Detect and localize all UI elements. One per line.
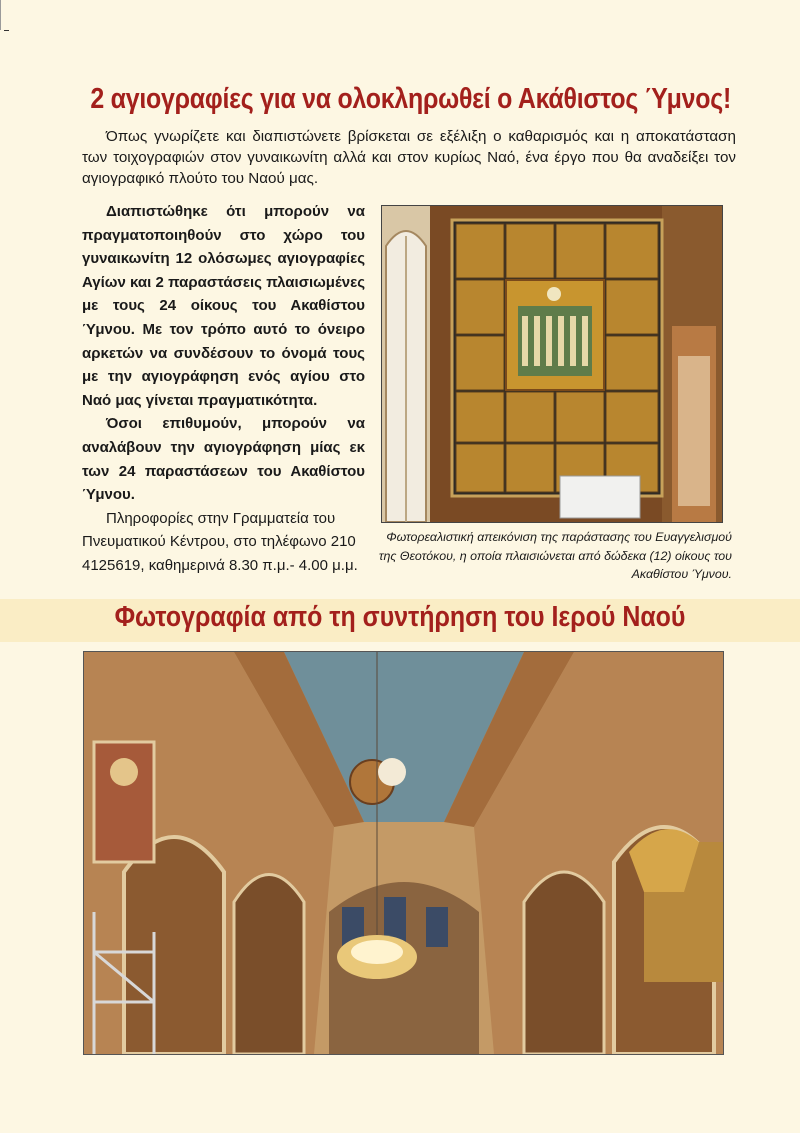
church-interior-illustration [84,652,723,1054]
page-edge-line [0,0,1,30]
photo-caption: Φωτορεαλιστική απεικόνιση της παράστασης του Ευαγγελισμού της Θεοτόκου, η οποία πλαισιώνεται από δώδεκα (12) οίκους του Ακαθίστου Ύμνου. [378,530,732,581]
body-paragraph-bold: Διαπιστώθηκε ότι μπορούν να πραγματοποιηθούν στο χώρο του γυναικωνίτη 12 ολόσωμες αγιογραφίες Αγίων και 2 παραστάσεις πλαισιωμένες με τους 24 οίκους του Ακαθίστου Ύμνου. Με τον τρόπο αυτό το όνειρο αρκετών να συνδέσουν το όνομά τους με την αγιογράφηση ενός αγίου στο Ναό μας γίνεται πραγματικότητα. [82,203,365,409]
intro-paragraph: Όπως γνωρίζετε και διαπιστώνετε βρίσκεται σε εξέλιξη ο καθαρισμός και η αποκατάσταση των τοιχογραφιών στον γυναικωνίτη αλλά και στον κυρίως Ναό, ένα έργο που θα αναδείξει τον αγιογραφικό πλούτο του Ναού μας. [82,128,736,187]
iconography-photo [381,205,723,523]
section-title: Φωτογραφία από τη συντήρηση του Ιερού Ναού [114,601,686,633]
article-body [82,200,365,578]
contact-info-paragraph: Πληροφορίες στην Γραμματεία του Πνευματικού Κέντρου, στο τηλέφωνο 210 4125619, καθημερινά 8.30 π.μ.- 4.00 μ.μ. [82,509,358,574]
iconography-illustration [382,206,722,522]
church-interior-photo [83,651,724,1055]
body-paragraph-bold-2: Όσοι επιθυμούν, μπορούν να αναλάβουν την αγιογράφηση μίας εκ των 24 παραστάσεων του Ακαθίστου Ύμνου. [82,415,365,504]
article-title: 2 αγιογραφίες για να ολοκληρωθεί ο Ακάθιστος Ύμνος! [90,83,731,115]
crop-mark [4,30,9,31]
